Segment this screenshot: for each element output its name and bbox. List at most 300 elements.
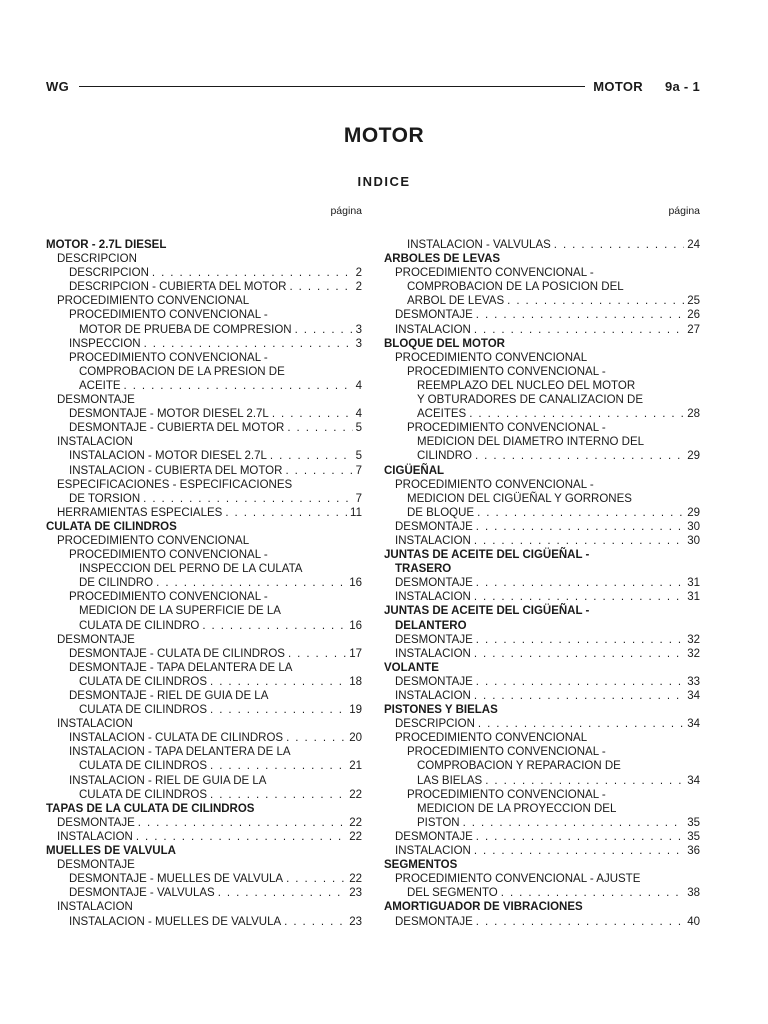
- index-section-heading: [384, 619, 700, 633]
- leader-dots: [286, 731, 346, 745]
- index-entry-page: 11: [350, 506, 362, 519]
- index-entry: [384, 534, 700, 548]
- leader-dots: [295, 323, 353, 337]
- index-entry-text: TRASERO: [395, 563, 452, 576]
- index-entry-text: PROCEDIMIENTO CONVENCIONAL -: [69, 351, 268, 364]
- leader-dots: [474, 534, 684, 548]
- index-entry-text: VOLANTE: [384, 661, 439, 674]
- index-entry: [384, 745, 700, 759]
- index-entry-text: DESMONTAJE: [395, 915, 473, 928]
- leader-dots: [284, 915, 346, 929]
- index-entry: [46, 294, 362, 308]
- leader-dots: [476, 830, 684, 844]
- index-entry: [46, 915, 362, 929]
- index-section-heading: [384, 900, 700, 914]
- index-entry-page: 31: [687, 591, 700, 604]
- index-entry-page: 23: [349, 887, 362, 900]
- index-entry-text: BLOQUE DEL MOTOR: [384, 337, 505, 350]
- index-section-heading: [384, 604, 700, 618]
- index-entry: [384, 774, 700, 788]
- index-entry-text: PROCEDIMIENTO CONVENCIONAL -: [407, 422, 606, 435]
- index-entry-text: REEMPLAZO DEL NUCLEO DEL MOTOR: [417, 379, 636, 392]
- index-entry: [46, 506, 362, 520]
- index-entry-text: DESMONTAJE - VALVULAS: [69, 887, 215, 900]
- index-section-heading: [46, 238, 362, 252]
- index-entry: [384, 844, 700, 858]
- leader-dots: [210, 675, 346, 689]
- index-entry-text: ESPECIFICACIONES - ESPECIFICACIONES: [57, 478, 293, 491]
- leader-dots: [474, 323, 684, 337]
- page-column-label: página: [330, 205, 362, 217]
- index-entry-text: INSTALACION: [395, 647, 471, 660]
- index-entry-page: 18: [349, 675, 362, 688]
- index-entry: [46, 858, 362, 872]
- index-entry-page: 16: [349, 619, 362, 632]
- index-entry-text: INSTALACION: [395, 690, 471, 702]
- index-entry: [384, 590, 700, 604]
- index-entry: [384, 365, 700, 379]
- index-entry-text: INSTALACION - VALVULAS: [407, 239, 551, 251]
- index-entry-page: 23: [349, 915, 362, 928]
- index-entry-text: COMPROBACION DE LA POSICION DEL: [407, 281, 624, 294]
- index-entry: [46, 830, 362, 844]
- index-section-heading: [384, 464, 700, 478]
- index-entry: [46, 379, 362, 393]
- leader-dots: [152, 266, 353, 280]
- leader-dots: [463, 816, 685, 830]
- index-entry: [384, 449, 700, 463]
- index-entry-page: 4: [355, 379, 362, 392]
- leader-dots: [210, 703, 346, 717]
- index-entry-text: PROCEDIMIENTO CONVENCIONAL -: [395, 267, 594, 280]
- header-code: WG: [46, 78, 69, 94]
- leader-dots: [474, 689, 684, 703]
- index-entry-text: DE TORSION: [69, 492, 141, 505]
- index-entry: [46, 886, 362, 900]
- index-entry-text: ARBOLES DE LEVAS: [384, 253, 501, 266]
- leader-dots: [138, 816, 346, 830]
- index-entry: [46, 759, 362, 773]
- index-entry: [46, 619, 362, 633]
- leader-dots: [474, 647, 684, 661]
- leader-dots: [156, 576, 346, 590]
- index-entry: [384, 717, 700, 731]
- index-entry: [46, 717, 362, 731]
- leader-dots: [478, 717, 684, 731]
- leader-dots: [469, 407, 684, 421]
- leader-dots: [476, 915, 684, 929]
- leader-dots: [285, 464, 352, 478]
- leader-dots: [144, 337, 353, 351]
- index-entry-text: INSPECCION: [69, 337, 141, 350]
- index-entry-text: CULATA DE CILINDROS: [79, 675, 208, 688]
- index-entry: [46, 872, 362, 886]
- index-entry-text: ACEITES: [417, 408, 467, 421]
- page-title: MOTOR: [343, 124, 425, 147]
- index-entry-text: DESMONTAJE: [395, 309, 473, 322]
- index-entry: [384, 915, 700, 929]
- index-entry: [384, 802, 700, 816]
- index-entry: [46, 534, 362, 548]
- index-entry-page: 22: [349, 788, 362, 801]
- index-entry: [46, 252, 362, 266]
- index-section-heading: [384, 562, 700, 576]
- index-entry-text: PROCEDIMIENTO CONVENCIONAL: [57, 295, 250, 308]
- index-entry-page: 32: [687, 633, 700, 646]
- index-entry-page: 31: [687, 577, 700, 590]
- index-entry-text: MEDICION DE LA SUPERFICIE DE LA: [79, 605, 281, 618]
- index-entry: [46, 266, 362, 280]
- index-entry-page: 34: [687, 690, 700, 702]
- leader-dots: [476, 633, 684, 647]
- index-entry-text: CULATA DE CILINDRO: [79, 619, 200, 632]
- index-entry-text: PROCEDIMIENTO CONVENCIONAL - AJUSTE: [395, 873, 641, 886]
- index-entry-text: INSTALACION: [57, 718, 133, 731]
- index-entry: [46, 421, 362, 435]
- index-entry-text: DESMONTAJE: [395, 675, 473, 688]
- index-entry-text: CULATA DE CILINDROS: [79, 760, 208, 773]
- index-entry-page: 2: [355, 281, 362, 294]
- index-entry: [46, 576, 362, 590]
- index-entry-text: PROCEDIMIENTO CONVENCIONAL -: [407, 365, 606, 378]
- index-entry: [46, 816, 362, 830]
- index-section-heading: [384, 661, 700, 675]
- leader-dots: [225, 506, 347, 520]
- leader-dots: [474, 590, 684, 604]
- index-entry-text: JUNTAS DE ACEITE DEL CIGÜEÑAL -: [384, 549, 590, 562]
- index-entry-text: LAS BIELAS: [417, 774, 483, 787]
- index-entry: [46, 604, 362, 618]
- index-entry-text: DESMONTAJE - MOTOR DIESEL 2.7L: [69, 408, 269, 421]
- index-entry-page: 30: [687, 534, 700, 547]
- index-entry-text: CILINDRO: [417, 450, 472, 463]
- index-section-heading: [384, 858, 700, 872]
- index-entry-page: 26: [687, 309, 700, 322]
- index-entry-text: CULATA DE CILINDROS: [79, 788, 208, 801]
- index-entry: [46, 308, 362, 322]
- index-entry-text: COMPROBACION DE LA PRESION DE: [79, 365, 285, 378]
- index-entry: [384, 689, 700, 703]
- index-entry-text: INSTALACION: [57, 436, 133, 449]
- leader-dots: [501, 886, 684, 900]
- index-section-heading: [384, 337, 700, 351]
- index-entry-page: 35: [687, 830, 700, 843]
- index-entry: [46, 449, 362, 463]
- index-entry-page: 24: [687, 239, 700, 251]
- index-column-left: [46, 204, 362, 929]
- index-entry: [46, 464, 362, 478]
- index-entry: [384, 323, 700, 337]
- index-entry-text: INSTALACION: [395, 845, 471, 858]
- index-entry-text: INSTALACION - MUELLES DE VALVULA: [69, 915, 282, 928]
- index-entry-text: DESMONTAJE: [395, 577, 473, 590]
- index-entry-text: DESMONTAJE: [395, 633, 473, 646]
- index-entry-text: DESCRIPCION: [395, 718, 475, 731]
- index-entry: [46, 745, 362, 759]
- index-entry-page: 34: [687, 774, 700, 787]
- index-entry: [46, 633, 362, 647]
- header-rule: [79, 86, 585, 87]
- leader-dots: [477, 506, 684, 520]
- index-entry: [384, 647, 700, 661]
- index-entry-text: DESCRIPCION: [57, 253, 137, 266]
- index-entry-page: 4: [355, 408, 362, 421]
- index-entry-text: INSTALACION - CUBIERTA DEL MOTOR: [69, 464, 283, 477]
- index-entry: [46, 351, 362, 365]
- index-entry: [46, 661, 362, 675]
- index-entry-text: DESCRIPCION: [69, 267, 149, 280]
- index-entry-page: 7: [355, 464, 362, 477]
- leader-dots: [124, 379, 353, 393]
- index-section-heading: [46, 520, 362, 534]
- index-entry-text: HERRAMIENTAS ESPECIALES: [57, 506, 223, 519]
- index-entry: [384, 421, 700, 435]
- leader-dots: [476, 308, 684, 322]
- index-entry-text: PROCEDIMIENTO CONVENCIONAL -: [407, 746, 606, 759]
- index-entry-page: 22: [349, 873, 362, 886]
- index-entry-text: PROCEDIMIENTO CONVENCIONAL: [395, 351, 588, 364]
- index-entry: [46, 900, 362, 914]
- index-entry-text: INSTALACION: [395, 591, 471, 604]
- index-entry: [46, 731, 362, 745]
- leader-dots: [218, 886, 347, 900]
- index-entry-text: AMORTIGUADOR DE VIBRACIONES: [384, 901, 583, 914]
- index-entry: [384, 731, 700, 745]
- index-entry-page: 33: [687, 675, 700, 688]
- leader-dots: [210, 759, 346, 773]
- index-entry-text: PROCEDIMIENTO CONVENCIONAL -: [69, 549, 268, 562]
- index-entry: [384, 788, 700, 802]
- index-entry: [46, 478, 362, 492]
- header-right: [593, 79, 700, 94]
- index-section-heading: [384, 703, 700, 717]
- index-entry-text: INSTALACION - TAPA DELANTERA DE LA: [69, 746, 291, 759]
- index-entry-text: DESMONTAJE - RIEL DE GUIA DE LA: [69, 690, 269, 702]
- index-entry-page: 34: [687, 718, 700, 731]
- index-entry-page: 3: [355, 323, 362, 336]
- index-section-heading: [384, 252, 700, 266]
- index-entry-text: PROCEDIMIENTO CONVENCIONAL -: [407, 788, 606, 801]
- index-entry-page: 22: [349, 816, 362, 829]
- index-entry-page: 29: [687, 506, 700, 519]
- index-entry-text: INSTALACION - CULATA DE CILINDROS: [69, 732, 284, 745]
- index-entry: [46, 548, 362, 562]
- index-entry-page: 27: [687, 323, 700, 336]
- index-section-heading: [46, 844, 362, 858]
- index-entry-text: ACEITE: [79, 379, 121, 392]
- index-entry-text: INSTALACION: [57, 830, 133, 843]
- index-entry: [384, 816, 700, 830]
- index-entry-text: INSTALACION - RIEL DE GUIA DE LA: [69, 774, 267, 787]
- index-entry-page: 16: [349, 577, 362, 590]
- leader-dots: [554, 238, 684, 252]
- index-entry-page: 32: [687, 647, 700, 660]
- index-entry-text: MEDICION DEL CIGÜEÑAL Y GORRONES: [407, 492, 632, 505]
- header-section: MOTOR: [593, 78, 643, 94]
- index-entry-text: MOTOR - 2.7L DIESEL: [46, 239, 167, 251]
- leader-dots: [210, 788, 346, 802]
- index-entry-page: 17: [349, 647, 362, 660]
- index-entry: [384, 407, 700, 421]
- index-entry: [384, 238, 700, 252]
- index-entry: [46, 774, 362, 788]
- index-entry: [384, 351, 700, 365]
- index-entry-text: DESMONTAJE: [395, 830, 473, 843]
- index-entry-page: 40: [687, 915, 700, 928]
- index-entry: [46, 788, 362, 802]
- index-entry-page: 29: [687, 450, 700, 463]
- index-entry-text: DESMONTAJE: [395, 520, 473, 533]
- index-entry-text: PROCEDIMIENTO CONVENCIONAL -: [69, 591, 268, 604]
- leader-dots: [288, 647, 346, 661]
- index-entry: [46, 407, 362, 421]
- index-entry-text: INSPECCION DEL PERNO DE LA CULATA: [79, 563, 303, 576]
- index-entry-text: MEDICION DE LA PROYECCION DEL: [417, 802, 617, 815]
- index-entry: [46, 280, 362, 294]
- index-entry-text: DESMONTAJE: [57, 859, 135, 872]
- leader-dots: [485, 774, 684, 788]
- index-entry-text: PISTON: [417, 816, 460, 829]
- index-entry-text: MUELLES DE VALVULA: [46, 845, 176, 858]
- page-column-label: página: [668, 205, 700, 217]
- index-entry-page: 21: [349, 760, 362, 773]
- index-section-heading: [46, 802, 362, 816]
- index-entry-text: DESMONTAJE - CULATA DE CILINDROS: [69, 647, 285, 660]
- index-entry-text: DEL SEGMENTO: [407, 887, 498, 900]
- index-entry-text: INSTALACION: [395, 323, 471, 336]
- index-entry-text: COMPROBACION Y REPARACION DE: [417, 760, 621, 773]
- index-entry-text: INSTALACION: [57, 901, 133, 914]
- index-column-right: [384, 204, 700, 929]
- leader-dots: [476, 675, 684, 689]
- leader-dots: [287, 421, 352, 435]
- index-entry: [46, 703, 362, 717]
- index-entry-page: 2: [355, 267, 362, 280]
- index-entry-page: 20: [349, 732, 362, 745]
- index-entry-text: DESMONTAJE: [57, 394, 135, 407]
- index-entry-text: CULATA DE CILINDROS: [79, 704, 208, 717]
- index-entry: [384, 492, 700, 506]
- leader-dots: [286, 872, 346, 886]
- index-entry: [384, 830, 700, 844]
- index-entry: [384, 435, 700, 449]
- index-entry-text: TAPAS DE LA CULATA DE CILINDROS: [46, 802, 255, 815]
- index-entry: [384, 886, 700, 900]
- index-entry-text: DESMONTAJE - TAPA DELANTERA DE LA: [69, 661, 293, 674]
- leader-dots: [507, 294, 684, 308]
- index-entry-text: CULATA DE CILINDROS: [46, 520, 177, 533]
- index-entry-text: CIGÜEÑAL: [384, 464, 445, 477]
- index-entry: [384, 872, 700, 886]
- leader-dots: [143, 492, 352, 506]
- index-entry: [46, 435, 362, 449]
- index-entry: [384, 478, 700, 492]
- index-entry: [46, 393, 362, 407]
- index-entry-text: DESMONTAJE: [57, 816, 135, 829]
- running-header: [46, 76, 700, 96]
- index-entry-page: 28: [687, 408, 700, 421]
- index-entry-page: 30: [687, 520, 700, 533]
- index-entries-right: [384, 238, 700, 929]
- index-entry: [46, 323, 362, 337]
- index-entry-page: 5: [355, 422, 362, 435]
- index-entry-page: 25: [687, 295, 700, 308]
- index-entry: [384, 379, 700, 393]
- index-entry: [384, 506, 700, 520]
- index-entry: [46, 492, 362, 506]
- index-entry-text: DE BLOQUE: [407, 506, 475, 519]
- index-heading: INDICE: [357, 174, 411, 189]
- index-entry-text: PROCEDIMIENTO CONVENCIONAL: [395, 732, 588, 745]
- leader-dots: [474, 844, 684, 858]
- index-entry-page: 3: [355, 337, 362, 350]
- index-entry-text: SEGMENTOS: [384, 859, 458, 872]
- index-entry-text: ARBOL DE LEVAS: [407, 295, 505, 308]
- index-entry-text: INSTALACION: [395, 534, 471, 547]
- index-entry: [384, 520, 700, 534]
- index-entry-text: JUNTAS DE ACEITE DEL CIGÜEÑAL -: [384, 605, 590, 618]
- index-entry-text: DESCRIPCION - CUBIERTA DEL MOTOR: [69, 281, 287, 294]
- index-entry-text: PISTONES Y BIELAS: [384, 704, 498, 717]
- index-entry: [384, 393, 700, 407]
- index-entry-text: DESMONTAJE - MUELLES DE VALVULA: [69, 873, 284, 886]
- index-entry-text: INSTALACION - MOTOR DIESEL 2.7L: [69, 450, 267, 463]
- index-entry-text: PROCEDIMIENTO CONVENCIONAL -: [69, 309, 268, 322]
- index-entry-page: 22: [349, 830, 362, 843]
- index-entry: [384, 675, 700, 689]
- index-entry-text: DE CILINDRO: [79, 577, 154, 590]
- index-entry-text: DESMONTAJE - CUBIERTA DEL MOTOR: [69, 422, 285, 435]
- index-entry: [46, 337, 362, 351]
- index-entry: [384, 759, 700, 773]
- index-section-heading: [384, 548, 700, 562]
- index-entry-page: 19: [349, 704, 362, 717]
- index-entry-text: Y OBTURADORES DE CANALIZACION DE: [417, 394, 643, 407]
- index-entry: [384, 576, 700, 590]
- index-entry-page: 5: [355, 450, 362, 463]
- index-entry: [384, 280, 700, 294]
- index-entry-page: 38: [687, 887, 700, 900]
- leader-dots: [272, 407, 353, 421]
- index-entry: [46, 365, 362, 379]
- leader-dots: [289, 280, 352, 294]
- index-entry: [46, 689, 362, 703]
- index-entry-text: DESMONTAJE: [57, 633, 135, 646]
- leader-dots: [202, 619, 346, 633]
- index-entries-left: [46, 238, 362, 929]
- leader-dots: [476, 520, 684, 534]
- index-entry-text: PROCEDIMIENTO CONVENCIONAL -: [395, 478, 594, 491]
- header-page-number: 9a - 1: [664, 78, 700, 94]
- index-entry: [46, 562, 362, 576]
- leader-dots: [270, 449, 353, 463]
- index-entry: [384, 308, 700, 322]
- leader-dots: [476, 576, 684, 590]
- index-entry: [384, 633, 700, 647]
- leader-dots: [136, 830, 346, 844]
- index-entry-text: PROCEDIMIENTO CONVENCIONAL: [57, 534, 250, 547]
- index-entry: [46, 647, 362, 661]
- index-entry-page: 35: [687, 816, 700, 829]
- index-entry-text: MEDICION DEL DIAMETRO INTERNO DEL: [417, 436, 645, 449]
- index-entry: [46, 675, 362, 689]
- index-entry: [384, 266, 700, 280]
- index-entry-page: 7: [355, 492, 362, 505]
- leader-dots: [475, 449, 684, 463]
- index-entry: [46, 590, 362, 604]
- index-entry-text: MOTOR DE PRUEBA DE COMPRESION: [79, 323, 292, 336]
- index-entry-page: 36: [687, 845, 700, 858]
